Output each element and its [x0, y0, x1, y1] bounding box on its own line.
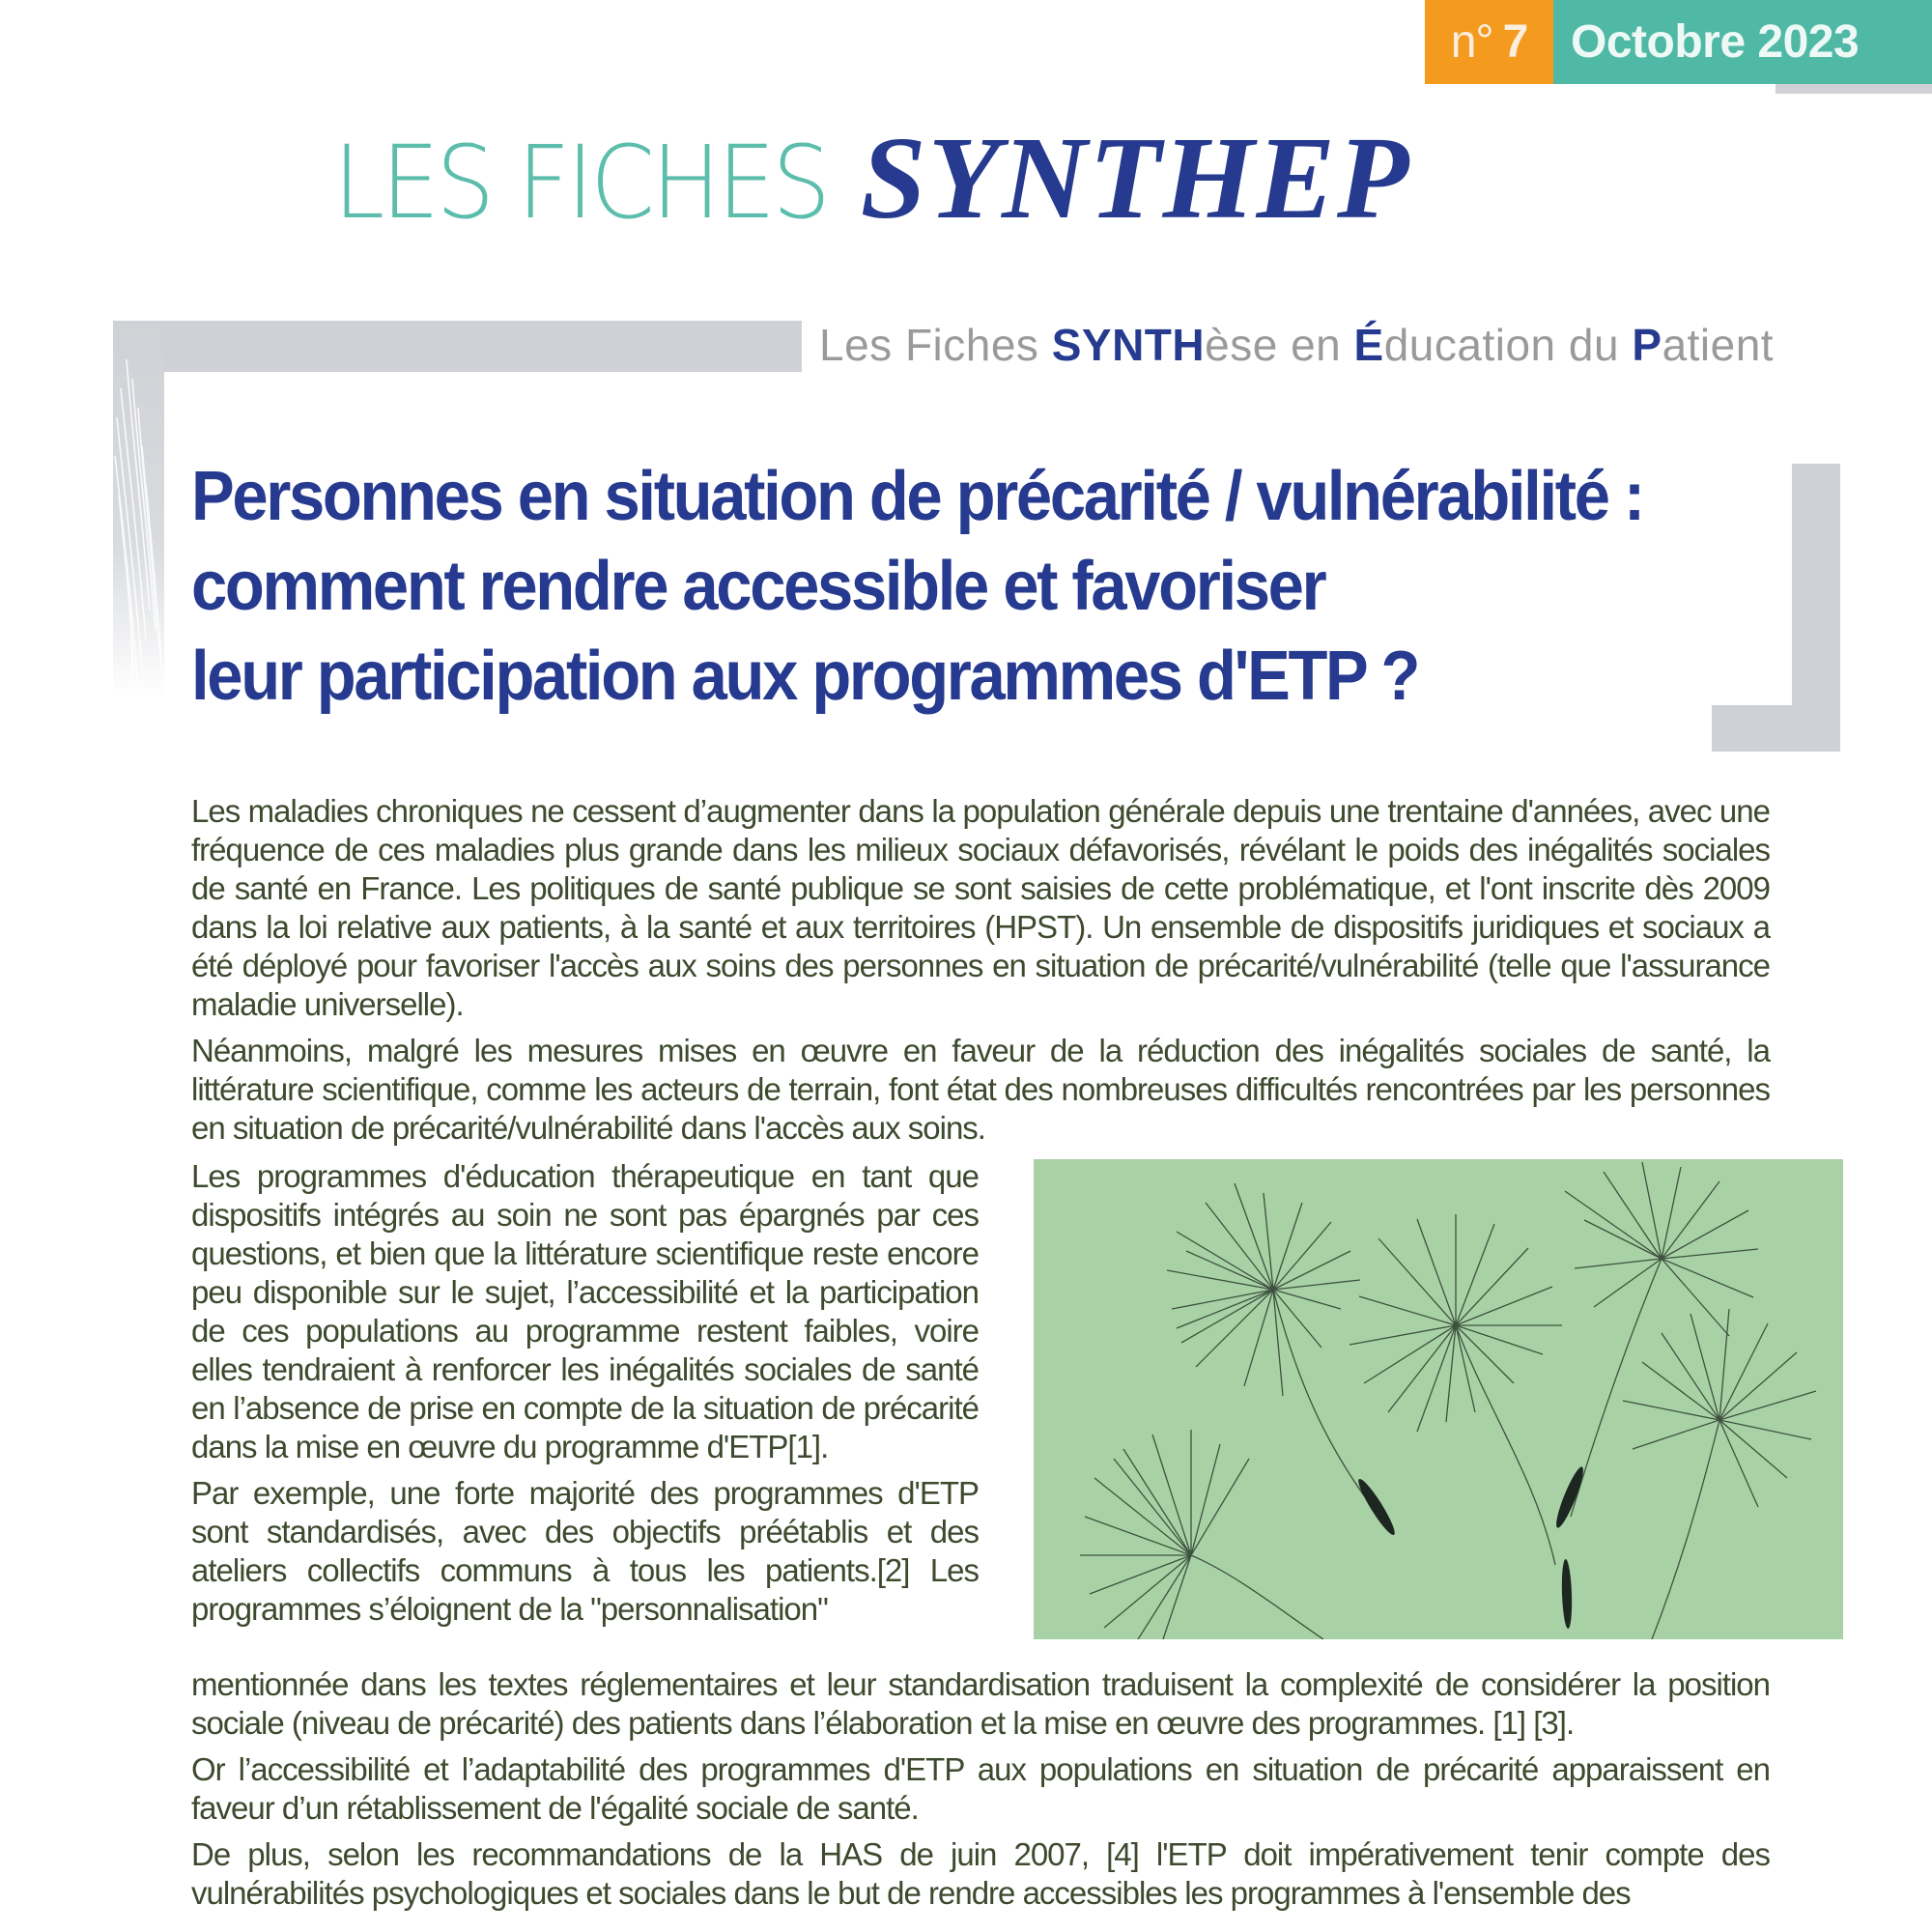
- subtitle-part: atient: [1662, 320, 1775, 370]
- dandelion-seeds-illustration: [1034, 1159, 1843, 1639]
- title-line: leur participation aux programmes d'ETP ?: [191, 638, 1419, 715]
- subtitle-part: èse en: [1205, 320, 1354, 370]
- body-paragraph: mentionnée dans les textes réglementaires et leur standardisation traduisent la complexité de considérer la position sociale (niveau de précarité) des patients dans l’élaboration et la mise en œuvre des programmes. [1] [3].: [191, 1666, 1770, 1741]
- subtitle-part-bold: P: [1632, 320, 1662, 370]
- masthead-light-text: LES FICHES: [333, 124, 828, 242]
- document-title: [191, 452, 1795, 722]
- issue-date: Octobre 2023: [1571, 16, 1860, 68]
- issue-date-band: [1553, 0, 1932, 84]
- body-paragraph: Néanmoins, malgré les mesures mises en œuvre en faveur de la réduction des inégalités sociales de santé, la littérature scientifique, comme les acteurs de terrain, font état des nombreuses difficultés rencontrées par les personnes en situation de précarité/vulnérabilité dans l'accès aux soins.: [191, 1033, 1770, 1146]
- subtitle-part: Les Fiches: [819, 320, 1052, 370]
- subtitle-part-bold: É: [1353, 320, 1384, 370]
- issue-number: 7: [1502, 16, 1528, 68]
- title-line: comment rendre accessible et favoriser: [191, 548, 1325, 625]
- body-paragraph: De plus, selon les recommandations de la HAS de juin 2007, [4] l'ETP doit impérativement tenir compte des vulnérabilités psychologiques et sociales dans le but de rendre accessibles les programmes à l'ensemble des: [191, 1836, 1770, 1911]
- body-paragraph: Par exemple, une forte majorité des programmes d'ETP sont standardisés, avec des objectifs préétablis et des ateliers collectifs communs à tous les patients.[2] Les programmes s’éloignent de la "personnalisation": [191, 1475, 979, 1627]
- title-line: Personnes en situation de précarité / vulnérabilité :: [191, 458, 1643, 535]
- intro-section: [191, 792, 1770, 1155]
- body-paragraph: Or l’accessibilité et l’adaptabilité des programmes d'ETP aux populations en situation de précarité apparaissent en faveur d’un rétablissement de l'égalité sociale de santé.: [191, 1751, 1770, 1826]
- masthead-logo: [333, 111, 1411, 243]
- subtitle-part-bold: SYNTH: [1051, 320, 1206, 370]
- subtitle-part: ducation du: [1383, 320, 1633, 370]
- column-section: [191, 1157, 979, 1629]
- issue-number-badge: [1425, 0, 1553, 84]
- dandelion-seeds-image: [1034, 1159, 1843, 1639]
- body-paragraph: Les maladies chroniques ne cessent d’augmenter dans la population générale depuis une trentaine d'années, avec une fréquence de ces maladies plus grande dans les milieux sociaux défavorisés, révélant le poids des inégalités sociales de santé en France. Les politiques de santé publique se sont saisies de cette problématique, et l'ont inscrite dès 2009 dans la loi relative aux patients, à la santé et aux territoires (HPST). Un ensemble de dispositifs juridiques et sociaux a été déployé pour favoriser l'accès aux soins des personnes en situation de précarité/vulnérabilité (telle que l'assurance maladie universelle).: [191, 793, 1770, 1022]
- feather-texture-icon: [113, 321, 164, 697]
- series-subtitle: [819, 319, 1774, 371]
- masthead-brand-text: SYNTHEP: [860, 113, 1411, 243]
- issue-prefix: n°: [1450, 16, 1493, 68]
- continuation-section: [191, 1665, 1770, 1920]
- frame-bracket-top: [113, 321, 802, 372]
- date-band-shadow-divider: [1776, 84, 1932, 94]
- frame-bracket-left-feather: [113, 321, 164, 697]
- body-paragraph: Les programmes d'éducation thérapeutique en tant que dispositifs intégrés au soin ne sont pas épargnés par ces questions, et bien que la littérature scientifique reste encore peu disponible sur le sujet, l’accessibilité et la participation de ces populations au programme restent faibles, voire elles tendraient à renforcer les inégalités sociales de santé en l’absence de prise en compte de la situation de précarité dans la mise en œuvre du programme d'ETP[1].: [191, 1158, 979, 1464]
